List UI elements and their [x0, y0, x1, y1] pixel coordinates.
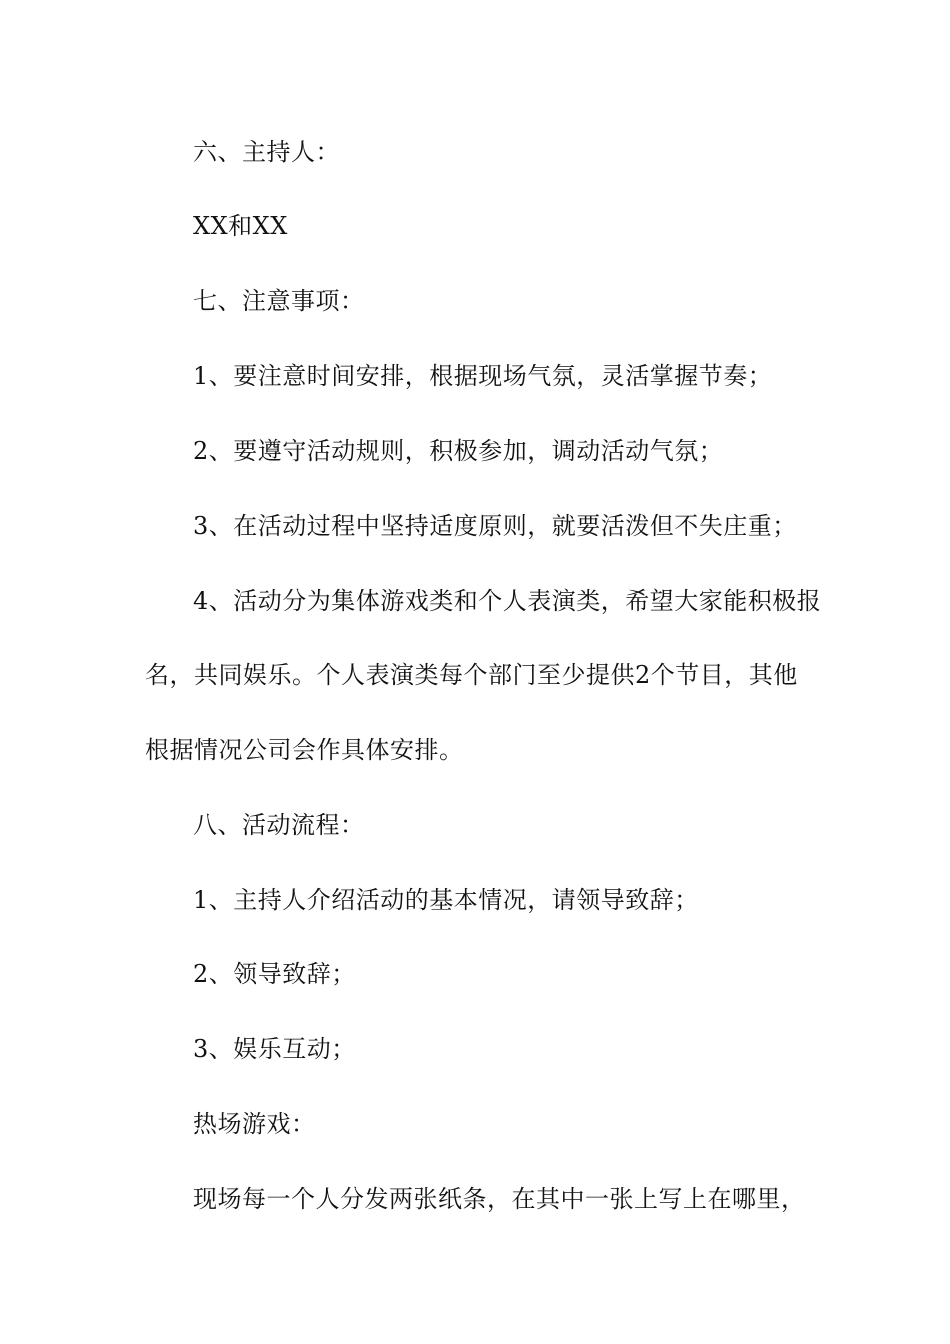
list-item-flow-2: 2、领导致辞；: [193, 960, 356, 988]
list-item-flow-1: 1、主持人介绍活动的基本情况，请领导致辞；: [193, 886, 699, 914]
list-item-flow-3: 3、娱乐互动；: [193, 1035, 356, 1063]
list-item-note-2: 2、要遵守活动规则，积极参加，调动活动气氛；: [193, 437, 724, 465]
paragraph-host-names: XX和XX: [193, 212, 288, 240]
section-heading-host: 六、主持人：: [193, 138, 340, 166]
paragraph-warmup-game: 现场每一个人分发两张纸条，在其中一张上写上在哪里，: [193, 1185, 806, 1213]
section-heading-flow: 八、活动流程：: [193, 811, 365, 839]
subheading-warmup-game: 热场游戏：: [193, 1110, 316, 1138]
list-item-note-4-line-1: 4、活动分为集体游戏类和个人表演类，希望大家能积极报: [193, 587, 822, 615]
section-heading-notes: 七、注意事项：: [193, 287, 365, 315]
list-item-note-3: 3、在活动过程中坚持适度原则，就要活泼但不失庄重；: [193, 512, 797, 540]
list-item-note-4-line-2: 名，共同娱乐。个人表演类每个部门至少提供2个节目，其他: [145, 661, 798, 689]
list-item-note-4-line-3: 根据情况公司会作具体安排。: [145, 736, 464, 764]
list-item-note-1: 1、要注意时间安排，根据现场气氛，灵活掌握节奏；: [193, 362, 773, 390]
